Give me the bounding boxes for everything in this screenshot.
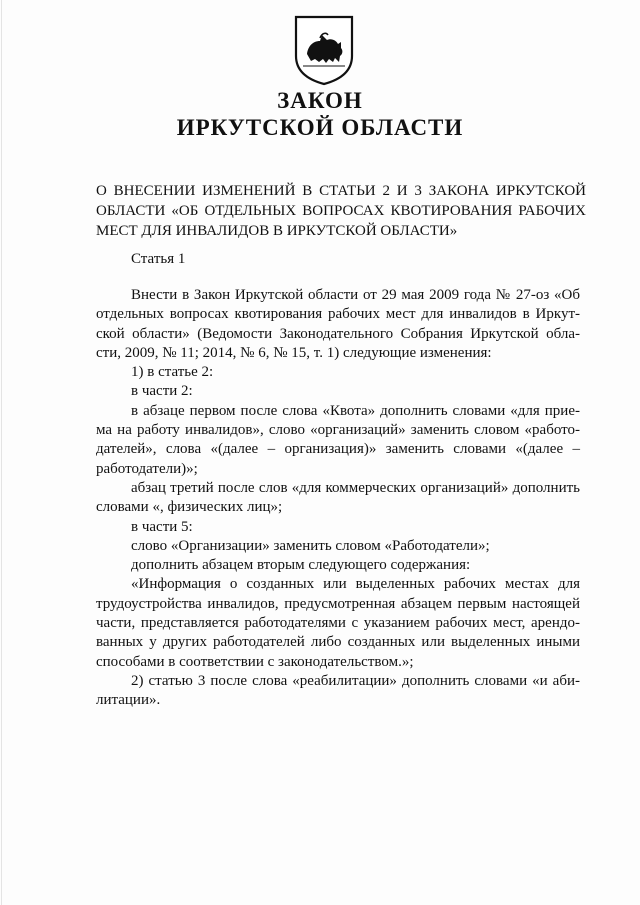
part-2-heading: в части 2: [131, 383, 193, 400]
item-1: 1) в статье 2: [131, 364, 214, 381]
text-line: трудоустройства инвалидов, предусмотренная абзацем первым настоящей [96, 595, 580, 612]
text-line: способами в соответствии с законодательством.»; [96, 653, 414, 670]
text-line: ской области» (Ведомости Законодательного Собрания Иркутской обла- [96, 325, 580, 342]
text-line: Внести в Закон Иркутской области от 29 мая 2009 года № 27-оз «Об [131, 287, 580, 303]
text-line: литации». [96, 692, 161, 709]
paragraph-intro [96, 286, 580, 363]
text-line: части, представляется работодателями с указанием рабочих мест, арендо- [96, 615, 580, 632]
text-line: словами «, физических лиц»; [96, 499, 283, 516]
subject-line: ОБЛАСТИ «ОБ ОТДЕЛЬНЫХ ВОПРОСАХ КВОТИРОВАНИЯ РАБОЧИХ [96, 203, 586, 219]
paragraph-amend-3: слово «Организации» заменить словом «Работодатели»; [131, 537, 490, 554]
item-2 [96, 672, 580, 711]
law-title-line1: ЗАКОН [277, 88, 363, 113]
paragraph-amend-2 [96, 479, 580, 518]
text-line: «Информация о созданных или выделенных рабочих местах для [131, 576, 580, 593]
paragraph-amend-4: дополнить абзацем вторым следующего содержания: [131, 557, 471, 574]
part-5-heading: в части 5: [131, 518, 193, 535]
law-subject [96, 181, 586, 241]
text-line: ма на работу инвалидов», слово «организаций» заменить словом «работо- [96, 422, 580, 439]
text-line: в абзаце первом после слова «Квота» дополнить словами «для прие- [131, 402, 580, 419]
text-line: 2) статью 3 после слова «реабилитации» дополнить словами «и аби- [131, 672, 580, 689]
subject-line: О ВНЕСЕНИИ ИЗМЕНЕНИЙ В СТАТЬИ 2 И 3 ЗАКОНА ИРКУТСКОЙ [96, 183, 586, 199]
article-heading: Статья 1 [131, 251, 186, 267]
paragraph-amend-1 [96, 402, 580, 479]
article-body [96, 286, 580, 711]
text-line: сти, 2009, № 11; 2014, № 6, № 15, т. 1) следующие изменения: [96, 344, 492, 361]
text-line: ванных у других работодателей либо созданных или выделенных иными [96, 634, 580, 651]
text-line: работодатели)»; [96, 460, 198, 477]
coat-of-arms-icon [293, 14, 355, 86]
text-line: отдельных вопросах квотирования рабочих мест для инвалидов в Иркут- [96, 306, 580, 323]
text-line: дателей», слова «(далее – организация)» заменить словами «(далее – [96, 441, 580, 458]
subject-line: МЕСТ ДЛЯ ИНВАЛИДОВ В ИРКУТСКОЙ ОБЛАСТИ» [96, 223, 458, 239]
quoted-paragraph [96, 575, 580, 671]
text-line: абзац третий после слов «для коммерческих организаций» дополнить [131, 479, 580, 496]
law-title-line2: ИРКУТСКОЙ ОБЛАСТИ [176, 115, 464, 140]
